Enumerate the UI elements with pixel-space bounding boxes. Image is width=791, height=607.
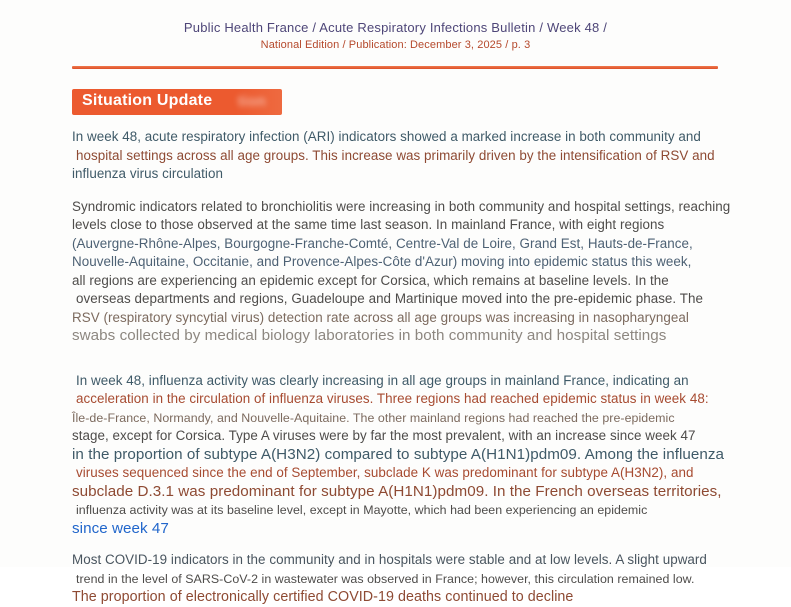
paragraph-covid [72, 551, 741, 607]
p3-line-5: in the proportion of subtype A(H3N2) compared to subtype A(H1N1)pdm09. Among the influenza [72, 445, 725, 463]
p1-line-1: In week 48, acute respiratory infection (ARI) indicators showed a marked increase in both community and [72, 129, 701, 144]
p3-line-4: stage, except for Corsica. Type A viruses were by far the most prevalent, with an increase since week 47 [72, 428, 696, 443]
body-content [0, 128, 791, 607]
p2-line-1: Syndromic indicators related to bronchiolitis were increasing in both community and hospital settings, reaching [72, 198, 731, 214]
p3-line-7: subclade D.3.1 was predominant for subtype A(H1N1)pdm09. In the French overseas territories, [72, 482, 722, 500]
divider-rule [72, 66, 718, 69]
badge-ghost-text: tion [237, 93, 266, 110]
p4-line-1: Most COVID-19 indicators in the community and in hospitals were stable and at low levels. A slight upward [72, 552, 707, 567]
section-title-badge [72, 89, 282, 115]
header-title: Public Health France / Acute Respiratory Infections Bulletin / Week 48 / [183, 20, 608, 35]
paragraph-ari-overview [72, 128, 741, 184]
p2-line-2: levels close to those observed at the same time last season. In mainland France, with eight regions [72, 217, 665, 232]
p2-line-8: swabs collected by medical biology laboratories in both community and hospital settings [72, 327, 667, 344]
section-title: Situation Update [82, 92, 213, 109]
p3-line-6: viruses sequenced since the end of September, subclade K was predominant for subtype A(H3N2), and [76, 465, 694, 480]
header-subtitle: National Edition / Publication: December 3, 2025 / p. 3 [260, 39, 531, 51]
paragraph-bronchiolitis-rsv [72, 198, 741, 346]
p3-line-2: acceleration in the circulation of influenza viruses. Three regions had reached epidemic status in week 48: [76, 391, 709, 406]
p3-line-9: since week 47 [72, 519, 169, 537]
p3-line-3: Île-de-France, Normandy, and Nouvelle-Aquitaine. The other mainland regions had reached the pre-epidemic [72, 410, 675, 425]
p2-line-7: RSV (respiratory syncytial virus) detection rate across all age groups was increasing in nasopharyngeal [72, 309, 689, 325]
p2-line-3: (Auvergne-Rhône-Alpes, Bourgogne-Franche-Comté, Centre-Val de Loire, Grand Est, Hauts-de-France, [72, 235, 693, 251]
paragraph-influenza [72, 372, 741, 539]
p2-line-5: all regions are experiencing an epidemic except for Corsica, which remains at baseline levels. In the [72, 272, 669, 288]
p3-line-8: influenza activity was at its baseline level, except in Mayotte, which had been experiencing an epidemic [76, 503, 648, 517]
p2-line-6: overseas departments and regions, Guadeloupe and Martinique moved into the pre-epidemic phase. The [76, 291, 703, 306]
p4-line-3: The proportion of electronically certified COVID-19 deaths continued to decline [72, 589, 574, 605]
p1-line-3: influenza virus circulation [72, 166, 223, 181]
p4-line-2: trend in the level of SARS-CoV-2 in wastewater was observed in France; however, this circulation remained low. [76, 571, 695, 586]
page-header [0, 0, 791, 51]
p1-line-2: hospital settings across all age groups. This increase was primarily driven by the intensification of RSV and [76, 147, 715, 163]
p3-line-1: In week 48, influenza activity was clearly increasing in all age groups in mainland France, indicating an [76, 372, 689, 388]
p2-line-4: Nouvelle-Aquitaine, Occitanie, and Provence-Alpes-Côte d'Azur) moving into epidemic status this week, [72, 254, 692, 269]
